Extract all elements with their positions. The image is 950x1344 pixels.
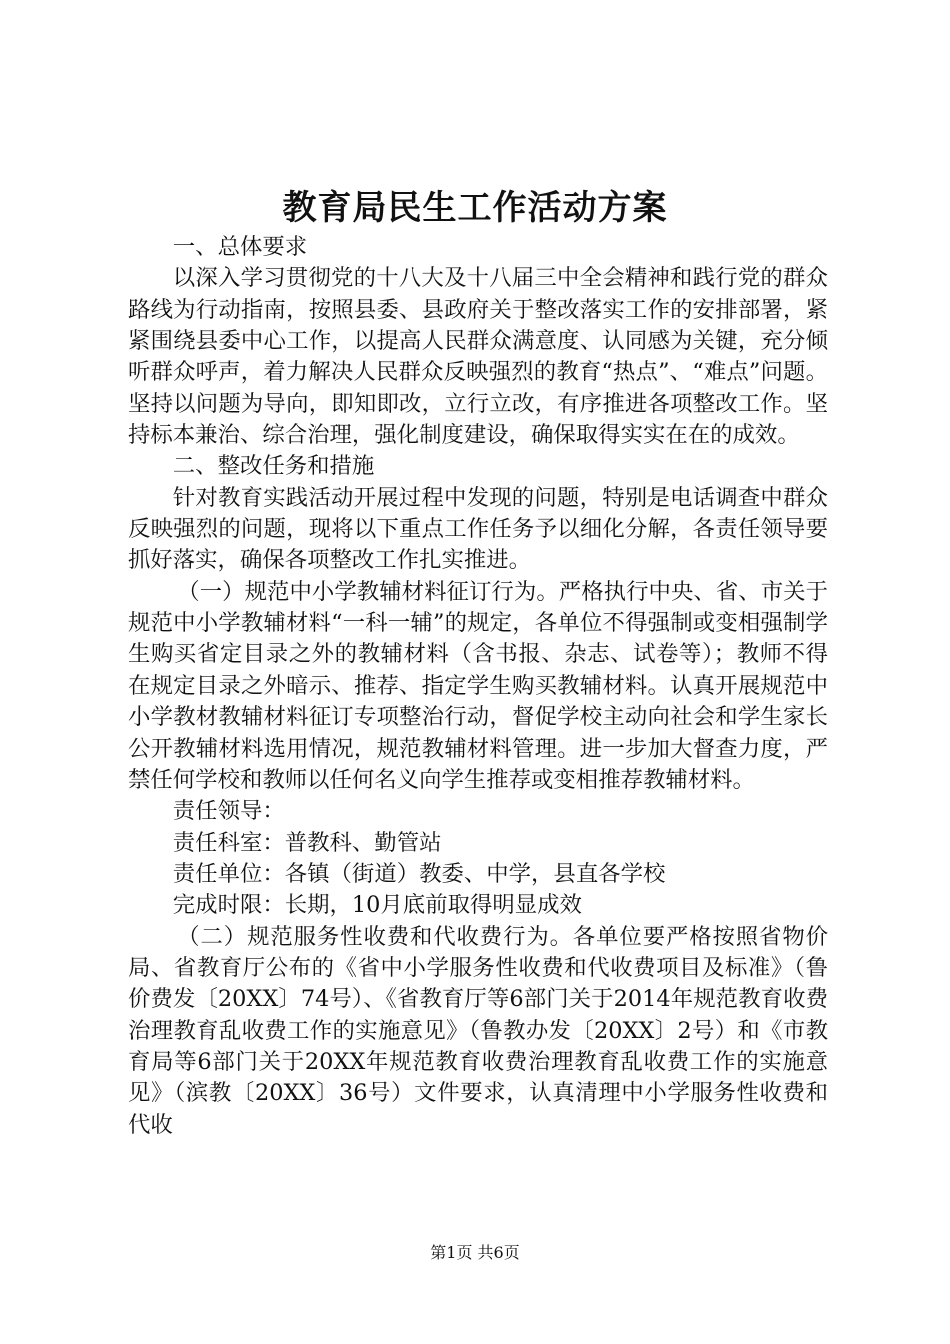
paragraph-tasks-intro: 针对教育实践活动开展过程中发现的问题，特别是电话调查中群众反映强烈的问题，现将以下重点工作任务予以细化分解，各责任领导要抓好落实，确保各项整改工作扎实推进。 [128, 484, 828, 574]
responsible-office: 责任科室：普教科、勤管站 [172, 829, 442, 856]
paragraph-task-2: （二）规范服务性收费和代收费行为。各单位要严格按照省物价局、省教育厅公布的《省中小学服务性收费和代收费项目及标准》（鲁价费发〔20XX〕74号）、《省教育厅等6部门关于2014年规范教育收费治理教育乱收费工作的实施意见》（鲁教办发〔20XX〕2号）和《市教育局等6部门关于20XX年规范教育收费治理教育乱收费工作的实施意见》（滨教〔20XX〕36号）文件要求，认真清理中小学服务性收费和代收 [128, 923, 828, 1138]
section-heading-tasks: 二、整改任务和措施 [172, 453, 375, 480]
page-footer: 第1页 共6页 [430, 1243, 520, 1262]
deadline: 完成时限：长期，10月底前取得明显成效 [172, 892, 582, 919]
paragraph-task-1: （一）规范中小学教辅材料征订行为。严格执行中央、省、市关于规范中小学教辅材料“一科一辅”的规定，各单位不得强制或变相强制学生购买省定目录之外的教辅材料（含书报、杂志、试卷等）；教师不得在规定目录之外暗示、推荐、指定学生购买教辅材料。认真开展规范中小学教材教辅材料征订专项整治行动，督促学校主动向社会和学生家长公开教辅材料选用情况，规范教辅材料管理。进一步加大督查力度，严禁任何学校和教师以任何名义向学生推荐或变相推荐教辅材料。 [128, 578, 828, 793]
paragraph-general: 以深入学习贯彻党的十八大及十八届三中全会精神和践行党的群众路线为行动指南，按照县委、县政府关于整改落实工作的安排部署，紧紧围绕县委中心工作，以提高人民群众满意度、认同感为关键，充分倾听群众呼声，着力解决人民群众反映强烈的教育“热点”、“难点”问题。坚持以问题为导向，即知即改，立行立改，有序推进各项整改工作。坚持标本兼治、综合治理，强化制度建设，确保取得实实在在的成效。 [128, 265, 828, 449]
responsible-unit: 责任单位：各镇（街道）教委、中学，县直各学校 [172, 860, 666, 887]
document-title: 教育局民生工作活动方案 [282, 188, 668, 228]
responsible-leader: 责任领导： [172, 798, 285, 825]
section-heading-general: 一、总体要求 [172, 234, 308, 260]
document-body [128, 232, 828, 1141]
